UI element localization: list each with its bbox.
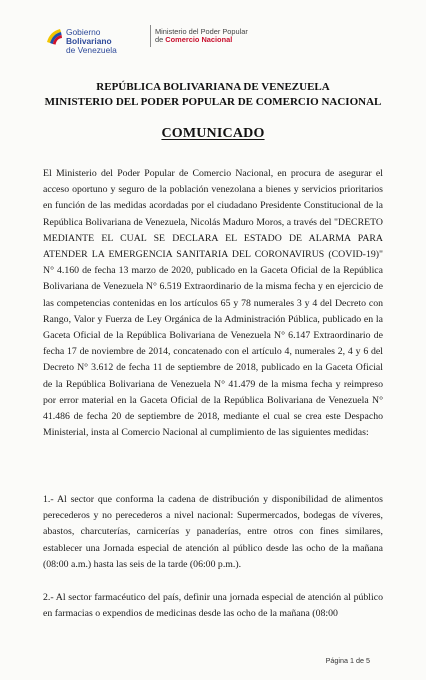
gov-line2: de Venezuela (66, 45, 117, 55)
page-number: Página 1 de 5 (325, 656, 370, 665)
government-name (66, 28, 146, 55)
flag-emblem-icon (44, 26, 64, 46)
paragraph-measure-2: 2.- Al sector farmacéutico del país, definir una jornada especial de atención al público en farmacias o expendios de medicinas desde las ocho de la mañana (08:00 (43, 592, 383, 620)
document-title (0, 126, 426, 142)
logo-divider (150, 25, 151, 47)
gov-line1: Gobierno (66, 27, 101, 37)
heading-republic: REPÚBLICA BOLIVARIANA DE VENEZUELA (96, 81, 330, 93)
paragraph-intro: El Ministerio del Poder Popular de Comercio Nacional, en procura de asegurar el acceso oportuno y seguro de la población venezolana a bienes y servicios prioritarios en función de las medidas acordadas por el ciudadano Presidente Constitucional de la República Bolivariana de Venezuela, Nicolás Maduro Moros, a través del "DECRETO MEDIANTE EL CUAL SE DECLARA EL ESTADO DE ALARMA PARA ATENDER LA EMERGENCIA SANITARIA DEL CORONAVIRUS (COVID-19)" N° 4.160 de fecha 13 marzo de 2020, publicado en la Gaceta Oficial de la República Bolivariana de Venezuela N° 6.519 Extraordinario de la misma fecha y en ejercicio de las competencias contenidas en los artículos 65 y 78 numerales 3 y 4 del Decreto con Rango, Valor y Fuerza de Ley Orgánica de la Administración Pública, publicado en la Gaceta Oficial de la República Bolivariana de Venezuela N° 6.147 Extraordinario de fecha 17 de noviembre de 2014, concatenado con el artículo 4, numerales 2, 4 y 6 del Decreto N° 3.612 de fecha 11 de septiembre de 2018, publicado en la Gaceta Oficial de la República Bolivariana de Venezuela N° 41.479 de la misma fecha y reimpreso por error material en la Gaceta Oficial de la República Bolivariana de Venezuela N° 41.486 de fecha 20 de septiembre de 2018, mediante el cual se crea este Despacho Ministerial, insta al Comercio Nacional al cumplimiento de las siguientes medidas: (43, 168, 383, 439)
paragraph-measure-1: 1.- Al sector que conforma la cadena de distribución y disponibilidad de alimentos perecederos y no perecederos a nivel nacional: Supermercados, bodegas de víveres, abastos, charcuterías, carnicerías y panaderías, entre otros con fines similares, establecer una Jornada especial de atención al público desde las ocho de la mañana (08:00 a.m.) hasta las seis de la tarde (06:00 p.m.). (43, 494, 383, 570)
heading-ministry: MINISTERIO DEL PODER POPULAR DE COMERCIO NACIONAL (44, 96, 382, 108)
ministry-line2-prefix: de (155, 35, 164, 45)
gov-line1-bold: Bolivariano (66, 36, 112, 46)
ministry-line2-bold: Comercio Nacional (165, 35, 233, 45)
document-title-text: COMUNICADO (161, 126, 265, 141)
government-logo (44, 24, 248, 55)
ministry-name (155, 28, 265, 45)
ministry-line1: Ministerio del Poder Popular (155, 27, 248, 36)
